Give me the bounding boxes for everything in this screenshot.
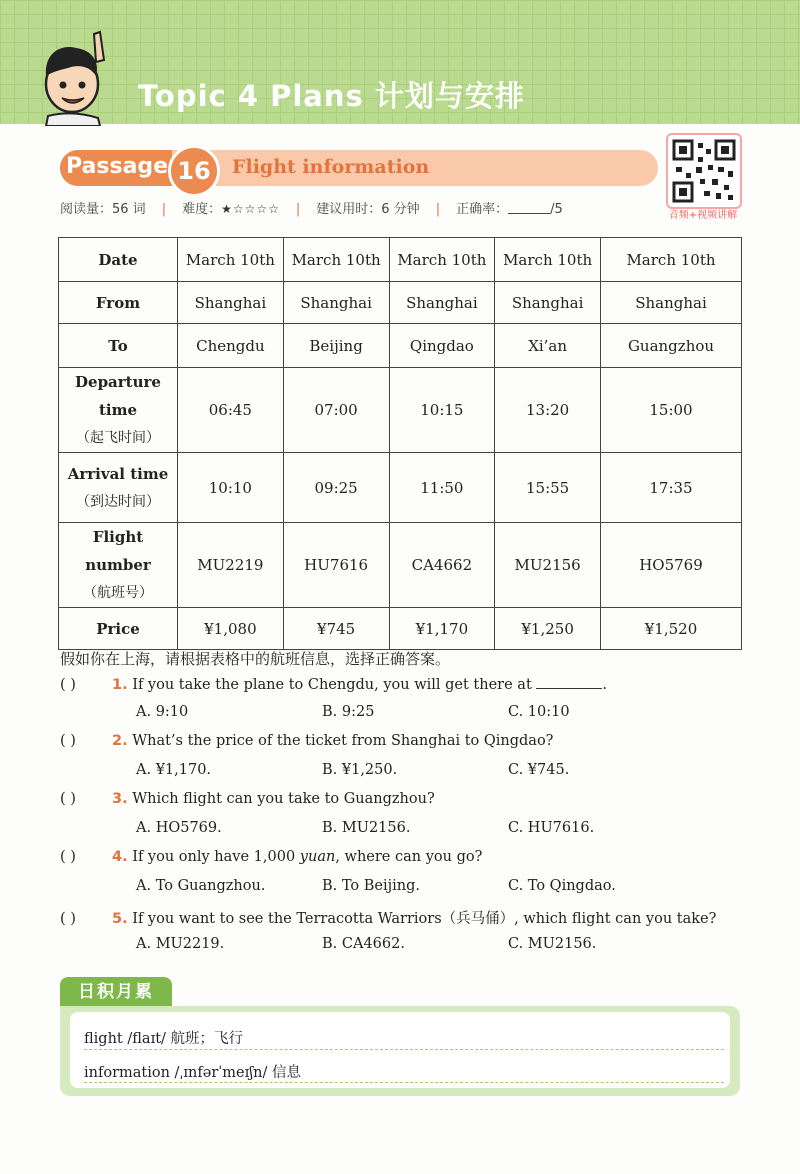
- question-2: ( ) 2. What’s the price of the ticket from Shanghai to Qingdao?: [60, 733, 554, 749]
- vocab-tab: 日积月累: [60, 977, 172, 1007]
- option-a[interactable]: A. MU2219.: [136, 936, 225, 952]
- accuracy-total: /5: [550, 202, 563, 217]
- table-cell: ¥1,170: [389, 608, 495, 650]
- fill-blank[interactable]: [536, 675, 602, 689]
- table-cell: ¥1,250: [495, 608, 601, 650]
- table-cell: Shanghai: [283, 282, 389, 324]
- option-b[interactable]: B. To Beijing.: [322, 878, 420, 894]
- table-cell: Qingdao: [389, 324, 495, 368]
- row-header: [59, 453, 178, 523]
- table-cell: Shanghai: [601, 282, 742, 324]
- topic-title: Topic 4 Plans 计划与安排: [138, 79, 525, 113]
- table-cell: March 10th: [389, 238, 495, 282]
- reading-meta: 阅读量：56 词 | 难度：★☆☆☆☆ | 建议用时：6 分钟 | 正确率： /5: [60, 198, 563, 217]
- table-row: [59, 324, 742, 368]
- option-c[interactable]: C. ¥745.: [508, 762, 570, 778]
- row-header: [59, 368, 178, 453]
- answer-blank[interactable]: ( ): [60, 911, 76, 927]
- row-header-label: To: [108, 336, 128, 355]
- qr-code-icon[interactable]: [666, 133, 742, 209]
- answer-blank[interactable]: ( ): [60, 849, 76, 865]
- row-header: [59, 324, 178, 368]
- table-cell: 07:00: [283, 368, 389, 453]
- table-cell: ¥1,520: [601, 608, 742, 650]
- row-header-label: Date: [98, 250, 138, 269]
- vocab-divider: [84, 1082, 724, 1083]
- option-a[interactable]: A. HO5769.: [136, 820, 222, 836]
- row-header-label: From: [95, 293, 141, 312]
- table-cell: March 10th: [601, 238, 742, 282]
- question-5: ( ) 5. If you want to see the Terracotta Warriors（兵马俑）, which flight can you take?: [60, 911, 717, 927]
- row-header-label: Flight number: [85, 528, 151, 574]
- table-cell: Shanghai: [389, 282, 495, 324]
- row-header: [59, 608, 178, 650]
- table-cell: Chengdu: [178, 324, 284, 368]
- option-a[interactable]: A. 9:10: [136, 704, 189, 720]
- row-header-translation: （到达时间）: [76, 493, 160, 510]
- vocab-item-flight: flight /flaɪt/ 航班；飞行: [84, 1031, 244, 1047]
- difficulty-label: 难度：: [182, 202, 222, 217]
- table-cell: 13:20: [495, 368, 601, 453]
- row-header-label: Arrival time: [67, 464, 169, 483]
- table-cell: HO5769: [601, 523, 742, 608]
- table-row: [59, 368, 742, 453]
- table-cell: ¥745: [283, 608, 389, 650]
- question-1: ( ) 1. If you take the plane to Chengdu, you will get there at .: [60, 677, 607, 693]
- table-cell: 09:25: [283, 453, 389, 523]
- option-c[interactable]: C. To Qingdao.: [508, 878, 616, 894]
- row-header: [59, 523, 178, 608]
- vocab-divider: [84, 1049, 724, 1050]
- option-b[interactable]: B. CA4662.: [322, 936, 405, 952]
- answer-blank[interactable]: ( ): [60, 677, 76, 693]
- question-3: ( ) 3. Which flight can you take to Guangzhou?: [60, 791, 435, 807]
- table-row: [59, 523, 742, 608]
- table-row: [59, 238, 742, 282]
- row-header-translation: （航班号）: [83, 585, 153, 601]
- option-a[interactable]: A. ¥1,170.: [136, 762, 212, 778]
- answer-blank[interactable]: ( ): [60, 791, 76, 807]
- option-c[interactable]: C. MU2156.: [508, 936, 597, 952]
- difficulty-stars-icon: ★☆☆☆☆: [221, 202, 280, 216]
- table-cell: March 10th: [495, 238, 601, 282]
- instruction: 假如你在上海，请根据表格中的航班信息，选择正确答案。: [60, 650, 451, 668]
- option-c[interactable]: C. HU7616.: [508, 820, 595, 836]
- reading-amount: 阅读量：56 词: [60, 202, 146, 217]
- option-c[interactable]: C. 10:10: [508, 704, 570, 720]
- option-b[interactable]: B. MU2156.: [322, 820, 411, 836]
- table-row: [59, 608, 742, 650]
- passage-label: Passage: [66, 154, 169, 179]
- table-cell: Guangzhou: [601, 324, 742, 368]
- qr-label: 音频+视频讲解: [668, 210, 738, 221]
- table-cell: 10:15: [389, 368, 495, 453]
- table-row: [59, 453, 742, 523]
- table-cell: 06:45: [178, 368, 284, 453]
- table-cell: 11:50: [389, 453, 495, 523]
- row-header: [59, 238, 178, 282]
- table-row: [59, 282, 742, 324]
- passage-title: Flight information: [232, 156, 430, 178]
- table-cell: Shanghai: [495, 282, 601, 324]
- answer-blank[interactable]: ( ): [60, 733, 76, 749]
- row-header-label: Price: [96, 619, 140, 638]
- table-cell: 17:35: [601, 453, 742, 523]
- option-b[interactable]: B. 9:25: [322, 704, 375, 720]
- table-cell: 15:00: [601, 368, 742, 453]
- option-a[interactable]: A. To Guangzhou.: [136, 878, 266, 894]
- table-cell: HU7616: [283, 523, 389, 608]
- table-cell: Xi’an: [495, 324, 601, 368]
- table-cell: March 10th: [178, 238, 284, 282]
- suggested-time: 建议用时：6 分钟: [316, 202, 420, 217]
- vocab-item-information: information /ˌɪnfərˈmeɪʃn/ 信息: [84, 1065, 301, 1081]
- row-header: [59, 282, 178, 324]
- table-cell: 15:55: [495, 453, 601, 523]
- question-4: ( ) 4. If you only have 1,000 yuan, where can you go?: [60, 849, 483, 865]
- accuracy-label: 正确率：: [456, 202, 509, 217]
- accuracy-blank[interactable]: [508, 201, 550, 214]
- table-cell: MU2156: [495, 523, 601, 608]
- row-header-label: Departure time: [75, 373, 161, 419]
- pointing-boy-icon: [38, 30, 116, 126]
- table-cell: ¥1,080: [178, 608, 284, 650]
- table-cell: March 10th: [283, 238, 389, 282]
- table-cell: CA4662: [389, 523, 495, 608]
- table-cell: Beijing: [283, 324, 389, 368]
- table-cell: Shanghai: [178, 282, 284, 324]
- passage-number: 16: [168, 145, 220, 197]
- table-cell: 10:10: [178, 453, 284, 523]
- row-header-translation: （起飞时间）: [76, 430, 160, 446]
- option-b[interactable]: B. ¥1,250.: [322, 762, 398, 778]
- flight-table: [58, 237, 742, 650]
- table-cell: MU2219: [178, 523, 284, 608]
